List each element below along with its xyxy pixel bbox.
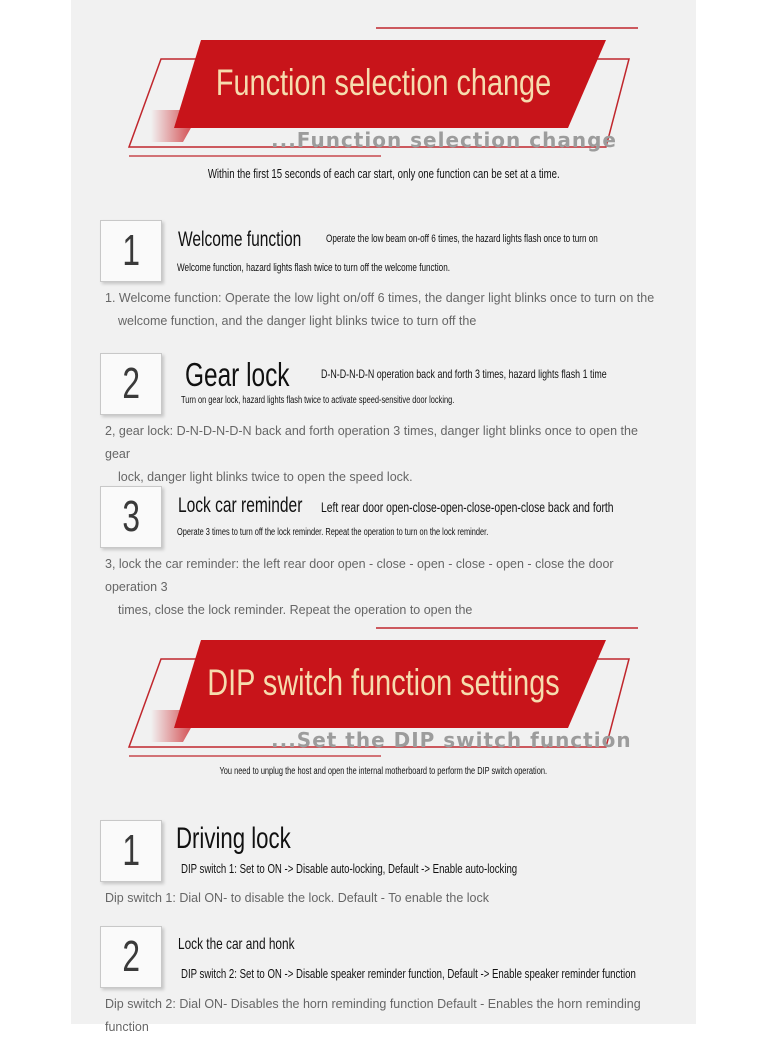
step-paragraph: Dip switch 1: Dial ON- to disable the lock. Default - To enable the lock [105, 891, 489, 905]
banner-title: DIP switch function settings [207, 662, 560, 703]
step-number-box: 1 [100, 820, 162, 882]
content-panel [71, 0, 696, 1034]
step-title: Driving lock [176, 822, 291, 855]
step-description-continued: Welcome function, hazard lights flash twice to turn off the welcome function. [177, 262, 450, 274]
step-description: Operate the low beam on-off 6 times, the hazard lights flash once to turn on [326, 233, 598, 245]
step-title: Welcome function [178, 228, 302, 251]
section-banner-function-selection [71, 20, 696, 180]
step-description: DIP switch 2: Set to ON -> Disable speaker reminder function, Default -> Enable speaker reminder function [181, 966, 636, 981]
banner-subtitle: ...Function selection change [271, 128, 617, 152]
step-paragraph: 2, gear lock: D-N-D-N-D-N back and forth operation 3 times, danger light blinks once to open the gear lock, danger light blinks twice to open the speed lock. [105, 424, 638, 484]
step-number-box: 2 [100, 353, 162, 415]
banner-title: Function selection change [215, 62, 552, 103]
step-paragraph: Dip switch 2: Dial ON- Disables the horn reminding function Default - Enables the horn reminding function [105, 997, 641, 1034]
section-banner-dip-switch [71, 620, 696, 780]
step-title: Gear lock [185, 356, 290, 393]
step-number-box: 1 [100, 220, 162, 282]
step-description-continued: Operate 3 times to turn off the lock reminder. Repeat the operation to turn on the lock reminder. [177, 527, 489, 538]
section-intro: Within the first 15 seconds of each car start, only one function can be set at a time. [207, 166, 560, 181]
step-description: D-N-D-N-D-N operation back and forth 3 times, hazard lights flash 1 time [321, 367, 607, 381]
step-description-continued: Turn on gear lock, hazard lights flash twice to activate speed-sensitive door locking. [181, 395, 455, 406]
step-description: DIP switch 1: Set to ON -> Disable auto-locking, Default -> Enable auto-locking [181, 861, 518, 876]
step-number-box: 3 [100, 486, 162, 548]
section-intro: You need to unplug the host and open the internal motherboard to perform the DIP switch operation. [219, 766, 548, 777]
step-title: Lock the car and honk [178, 936, 295, 953]
step-title: Lock car reminder [178, 494, 303, 517]
step-paragraph: 3, lock the car reminder: the left rear door open - close - open - close - open - close the door operation 3 times, close the lock reminder. Repeat the operation to open the [105, 557, 614, 617]
step-description: Left rear door open-close-open-close-open-close back and forth [321, 499, 614, 515]
step-paragraph: 1. Welcome function: Operate the low light on/off 6 times, the danger light blinks once to turn on the welcome function, and the danger light blinks twice to turn off the [105, 291, 655, 328]
step-number-box: 2 [100, 926, 162, 988]
banner-subtitle: ...Set the DIP switch function [271, 728, 632, 752]
